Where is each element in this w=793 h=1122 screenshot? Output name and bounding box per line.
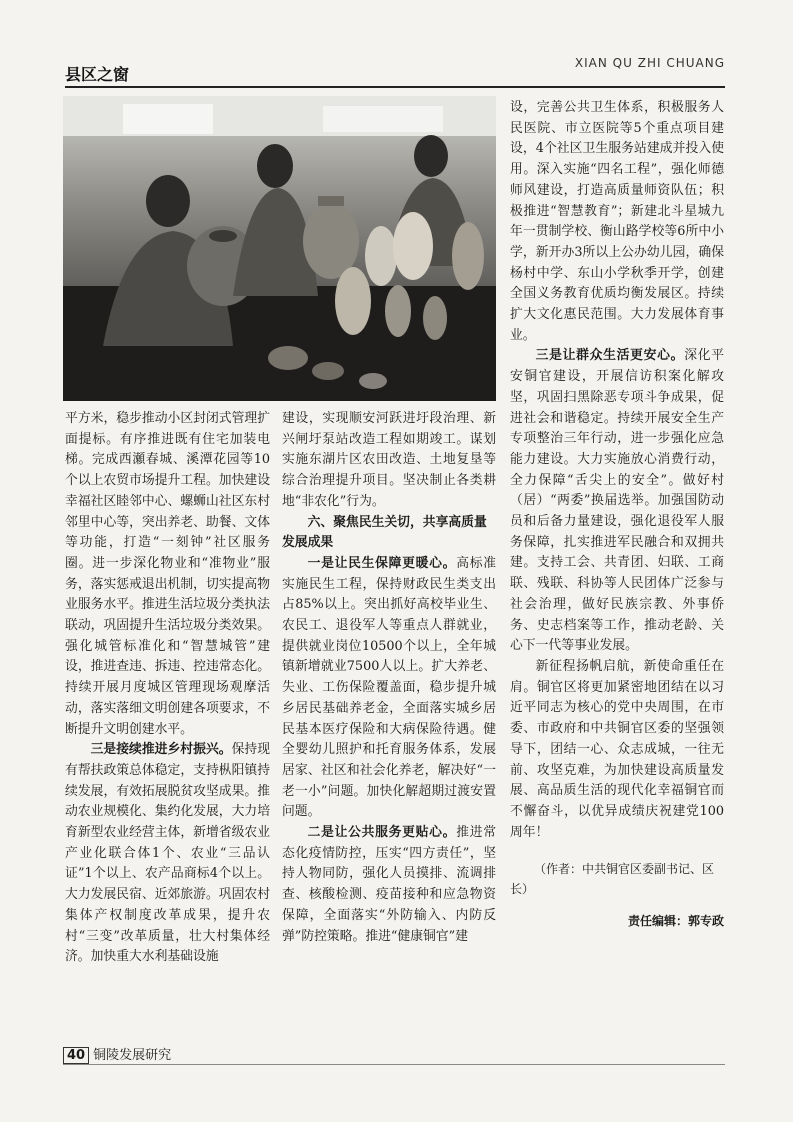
paragraph: 新征程扬帆启航，新使命重任在肩。铜官区将更加紧密地团结在以习近平同志为核心的党中央周围，在市委、市政府和中共铜官区委的坚强领导下，团结一心、众志成城，一往无前、攻坚克难，为加快建设高质量发展、高品质生活的现代化幸福铜官而不懈奋斗，以优异成绩庆祝建党100周年！ [510,658,724,840]
paragraph [510,346,724,657]
column-right [510,98,724,932]
paragraph: 设，完善公共卫生体系，积极服务人民医院、市立医院等5个重点项目建设，4个社区卫生服务站建成并投入使用。深入实施“四名工程”，强化师德师风建设，打造高质量师资队伍；积极推进“智慧教育”；新建北斗星城九年一贯制学校、衡山路学校等6所中小学，新开办3所以上公办幼儿园，确保杨村中学、东山小学秋季开学，创建全国义务教育优质均衡发展区。持续扩大文化惠民范围。大力发展体育事业。 [510,100,724,343]
section-heading: 六、聚焦民生关切，共享高质量发展成果 [282,514,487,551]
paragraph: 建设，实现顺安河跃进圩段治理、新兴闸圩泵站改造工程如期竣工。谋划实施东湖片区农田改造、土地复垦等综合治理提升项目。坚决制止各类耕地“非农化”行为。 [282,411,496,509]
section-pinyin: XIAN QU ZHI CHUANG [574,56,725,70]
paragraph-lead: 一是让民生保障更暖心。 [307,555,457,571]
footer-divider [63,1064,725,1065]
workshop-photo-icon [63,96,496,401]
paragraph [282,554,496,823]
section-title: 县区之窗 [65,65,130,84]
column-middle [282,409,496,947]
header-divider [65,86,725,88]
paragraph-body: 保持现有帮扶政策总体稳定，支持枞阳镇持续发展，有效拓展脱贫攻坚成果。推动农业规模化、集约化发展，大力培育新型农业经营主体，新增省级农业产业化联合体1个、农业“三品认证”1个以上、农产品商标4个以上。大力发展民宿、近郊旅游。巩固农村集体产权制度改革成果，提升农村“三变”改革质量，壮大村集体经济。加快重大水利基础设施 [65,742,271,965]
paragraph-lead: 三是接续推进乡村振兴。 [90,742,232,758]
paragraph [65,740,270,968]
page-footer [63,1044,171,1064]
paragraph [282,823,496,947]
paragraph-body: 推进常态化疫情防控，压实“四方责任”，坚持人物同防，强化人员摸排、流调排查、核酸检测、疫苗接种和应急物资保障，全面落实“外防输入、内防反弹”防控策略。推进“健康铜官”建 [282,825,497,944]
journal-name: 铜陵发展研究 [93,1048,172,1063]
paragraph-lead: 二是让公共服务更贴心。 [307,825,457,841]
author-byline: （作者：中共铜官区委副书记、区长） [510,862,715,897]
paragraph-body: 深化平安铜官建设，开展信访积案化解攻坚，巩固扫黑除恶专项斗争成果，促进社会和谐稳定。持续开展安全生产专项整治三年行动，进一步强化应急能力建设。大力实施放心消费行动，全力保障“舌尖上的安全”。做好村（居）“两委”换届选举。加强国防动员和后备力量建设，强化退役军人服务保障，扎实推进军民融合和双拥共建。支持工会、共青团、妇联、工商联、残联、科协等人民团体广泛参与社会治理，做好民族宗教、外事侨务、史志档案等工作，推动老龄、关心下一代等事业发展。 [510,348,725,654]
paragraph: 平方米，稳步推动小区封闭式管理扩面提标。有序推进既有住宅加装电梯。完成西瀬春城、溪潭花园等10个以上农贸市场提升工程。加快建设幸福社区睦邻中心、螺蛳山社区东村邻里中心等，突出养老、助餐、文体等功能，打造“一刻钟”社区服务圈。进一步深化物业和“准物业”服务，落实惩戒退出机制，切实提高物业服务水平。推进生活垃圾分类执法联动，巩固提升生活垃圾分类效果。强化城管标准化和“智慧城管”建设，推进查违、拆违、控违常态化。持续开展月度城区管理现场观摩活动，落实落细文明创建各项要求，不断提升文明创建水平。 [65,411,270,737]
page-number: 40 [63,1047,89,1064]
column-left [65,409,270,968]
paragraph-lead: 三是让群众生活更安心。 [535,348,685,364]
paragraph-body: 高标准实施民生工程，保持财政民生类支出占85%以上。突出抓好高校毕业生、农民工、退役军人等重点人群就业，提供就业岗位10500个以上，全年城镇新增就业7500人以上。扩大养老、失业、工伤保险覆盖面，稳步提升城乡居民基础养老金，全面落实城乡居民基本医疗保险和大病保险待遇。健全婴幼儿照护和托育服务体系，发展居家、社区和社会化养老，解决好“一老一小”问题。加快化解超期过渡安置问题。 [282,555,497,820]
editor-credit: 责任编辑：郭专政 [627,914,724,929]
